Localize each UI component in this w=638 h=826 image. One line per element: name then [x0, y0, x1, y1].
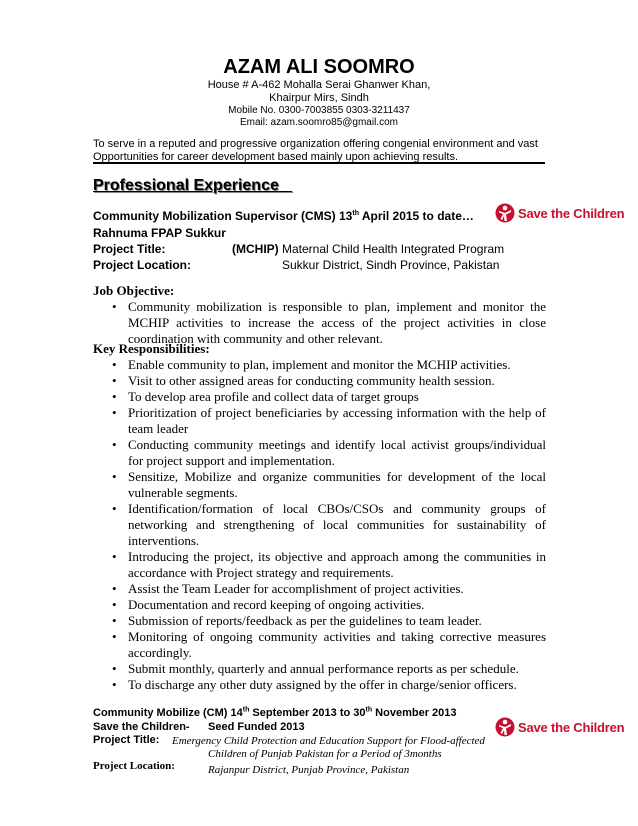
bullet-icon: •: [112, 299, 117, 314]
job1-location: Sukkur District, Sindh Province, Pakistan: [282, 258, 500, 272]
list-item: [110, 677, 546, 693]
career-objective-line-1: To serve in a reputed and progressive organization offering congenial environment and vast: [93, 138, 538, 150]
address-line-2: Khairpur Mirs, Sindh: [269, 92, 369, 104]
job1-project-label: Project Title:: [93, 242, 166, 256]
save-the-children-logo-text-1: Save the Children: [518, 205, 625, 221]
list-item: [110, 469, 546, 501]
responsibility-text: Visit to other assigned areas for conducting community health session.: [128, 373, 495, 388]
bullet-icon: •: [112, 373, 117, 388]
list-item: [110, 597, 546, 613]
job2-title-sup-2: th: [365, 706, 373, 714]
save-the-children-emblem-icon: [495, 716, 515, 738]
list-item: [110, 501, 546, 549]
save-the-children-logo-text-2: Save the Children: [518, 719, 625, 735]
list-item: [110, 373, 546, 389]
job2-project-line-1-text: Emergency Child Protection and Education Support for Flood-affected: [172, 735, 485, 747]
email-line: Email: azam.soomro85@gmail.com: [240, 117, 398, 128]
job1-title: [93, 209, 474, 223]
list-item: [110, 581, 546, 597]
bullet-icon: •: [112, 501, 117, 516]
responsibility-text: Identification/formation of local CBOs/CSOs and community groups of networking and strengthening of local communities for sustainability of interventions.: [128, 501, 546, 548]
job2-funding: Seed Funded 2013: [208, 721, 305, 733]
list-item: [110, 661, 546, 677]
bullet-icon: •: [112, 389, 117, 404]
responsibility-text: To develop area profile and collect data of target groups: [128, 389, 419, 404]
job-objective-list: [110, 299, 546, 347]
job2-title-start: Community Mobilize (CM) 14: [93, 707, 243, 719]
section-title-text: Professional Experience: [93, 177, 279, 194]
job2-title-middle: September 2013 to 30: [249, 707, 366, 719]
bullet-icon: •: [112, 597, 117, 612]
job1-project-name: Maternal Child Health Integrated Program: [278, 242, 505, 256]
responsibilities-list: [110, 357, 546, 693]
job1-location-label: Project Location:: [93, 258, 192, 272]
bullet-icon: •: [112, 661, 117, 676]
responsibility-text: Monitoring of ongoing community activities and taking corrective measures accordingly.: [128, 629, 546, 660]
list-item: [110, 629, 546, 661]
job1-title-start: Community Mobilization Supervisor (CMS) 13: [93, 209, 353, 223]
address-line-1: House # A-462 Mohalla Serai Ghanwer Khan,: [207, 79, 431, 91]
job1-title-end: April 2015 to date…: [358, 209, 474, 223]
job2-location-text: Rajanpur District, Punjab Province, Pakistan: [208, 764, 410, 776]
section-title-experience: [93, 177, 292, 195]
bullet-icon: •: [112, 405, 117, 420]
mobile-line: Mobile No. 0300-7003855 0303-3211437: [228, 105, 410, 116]
job2-location: [208, 760, 409, 778]
bullet-icon: •: [112, 581, 117, 596]
job2-organization: Save the Children-: [93, 721, 190, 733]
responsibility-text: Submission of reports/feedback as per the guidelines to team leader.: [128, 613, 482, 628]
bullet-icon: •: [112, 677, 117, 692]
job-objective-text: Community mobilization is responsible to plan, implement and monitor the MCHIP activities to increase the access of the project activities in close coordination with community and other relevant.: [128, 299, 546, 346]
responsibility-text: Prioritization of project beneficiaries by accessing information with the help of team leader: [128, 405, 546, 436]
responsibility-text: Assist the Team Leader for accomplishment of project activities.: [128, 581, 464, 596]
responsibility-text: Conducting community meetings and identify local activist groups/individual for project support and implementation.: [128, 437, 546, 468]
job2-location-label: Project Location:: [93, 760, 175, 772]
save-the-children-logo-1: [495, 202, 624, 224]
list-item: [110, 437, 546, 469]
bullet-icon: •: [112, 469, 117, 484]
list-item: [110, 613, 546, 629]
bullet-icon: •: [112, 613, 117, 628]
header-divider: [93, 162, 545, 164]
bullet-icon: •: [112, 357, 117, 372]
job1-title-sup: th: [352, 210, 359, 217]
list-item: [110, 299, 546, 347]
list-item: [110, 389, 546, 405]
candidate-name: AZAM ALI SOOMRO: [223, 56, 415, 78]
job2-project-title-line-1: [172, 735, 485, 747]
responsibility-text: Submit monthly, quarterly and annual performance reports as per schedule.: [128, 661, 519, 676]
bullet-icon: •: [112, 549, 117, 564]
job1-project-acronym: (MCHIP): [232, 242, 279, 256]
job2-title-sup-1: th: [242, 706, 250, 714]
job2-title-end: November 2013: [372, 707, 457, 719]
save-the-children-logo-2: [495, 716, 624, 738]
job2-project-label: Project Title:: [93, 734, 160, 746]
bullet-icon: •: [112, 629, 117, 644]
job2-project-line-2-text: Children of Punjab Pakistan for a Period of 3months: [208, 748, 442, 760]
responsibility-text: Enable community to plan, implement and monitor the MCHIP activities.: [128, 357, 511, 372]
career-objective-line-2: Opportunities for career development based mainly upon achieving results.: [93, 151, 459, 163]
job1-project-title: [232, 242, 504, 256]
bullet-icon: •: [112, 437, 117, 452]
responsibility-text: To discharge any other duty assigned by the offer in charge/senior officers.: [128, 677, 517, 692]
job1-organization: Rahnuma FPAP Sukkur: [93, 226, 226, 240]
job-objective-label: Job Objective:: [93, 283, 175, 298]
responsibility-text: Documentation and record keeping of ongoing activities.: [128, 597, 425, 612]
job2-project-title-line-2: [208, 748, 442, 760]
responsibility-text: Introducing the project, its objective and approach among the communities in accordance with Project strategy and requirements.: [128, 549, 546, 580]
list-item: [110, 549, 546, 581]
job2-title: [93, 707, 457, 719]
key-responsibilities-label: Key Responsibilities:: [93, 341, 210, 356]
list-item: [110, 357, 546, 373]
list-item: [110, 405, 546, 437]
responsibility-text: Sensitize, Mobilize and organize communities for development of the local vulnerable segments.: [128, 469, 546, 500]
save-the-children-emblem-icon: [495, 202, 515, 224]
